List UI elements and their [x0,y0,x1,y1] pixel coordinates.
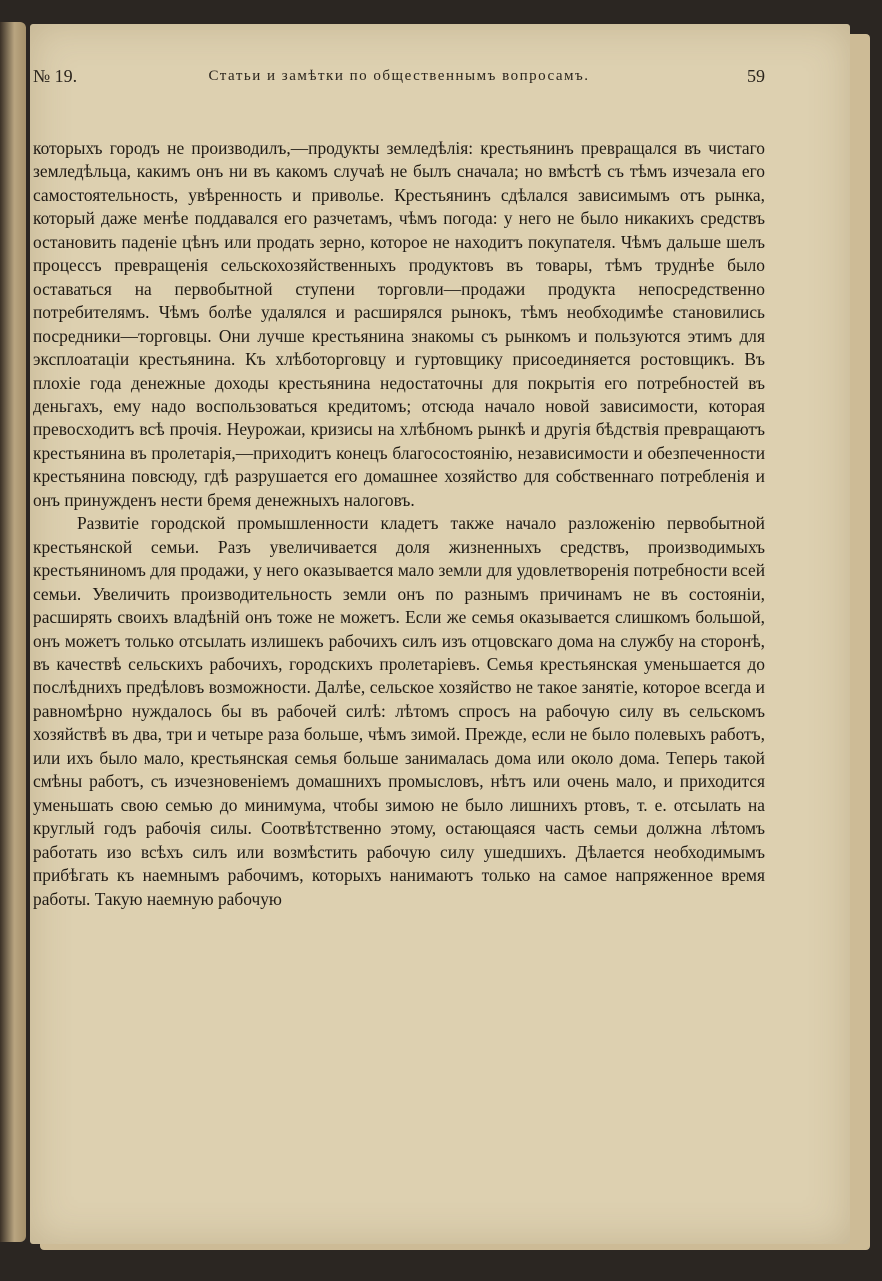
running-header [33,66,765,90]
running-title: Статьи и замѣтки по общественнымъ вопросамъ. [208,68,590,84]
page-body [33,137,765,911]
paragraph-2: Развитіе городской промышленности кладетъ также начало разложенію первобытной крестьянской семьи. Разъ увеличивается доля жизненныхъ средствъ, производимыхъ крестьяниномъ для продажи, у него оказывается мало земли для удовлетворенія потребности всей семьи. Увеличить производительность земли онъ по разнымъ причинамъ не въ состояніи, расширять своихъ владѣній онъ тоже не можетъ. Если же семья оказывается слишкомъ большой, онъ можетъ только отсылать излишекъ рабочихъ силъ изъ отцовскаго дома на службу на сторонѣ, въ качествѣ сельскихъ рабочихъ, городскихъ пролетаріевъ. Семья крестьянская уменьшается до послѣднихъ предѣловъ возможности. Далѣе, сельское хозяйство не такое занятіе, которое всегда и равномѣрно нуждалось бы въ рабочей силѣ: лѣтомъ спросъ на рабочую силу въ сельскомъ хозяйствѣ въ два, три и четыре раза больше, чѣмъ зимой. Прежде, если не было полевыхъ работъ, или ихъ было мало, крестьянская семья больше занималась дома или около дома. Теперь такой смѣны работъ, съ изчезновеніемъ домашнихъ промысловъ, нѣтъ или очень мало, и приходится уменьшать свою семью до минимума, чтобы зимою не было лишнихъ ртовъ, т. е. отсылать на круглый годъ рабочія силы. Соотвѣтственно этому, остающаяся часть семьи должна лѣтомъ работать изо всѣхъ силъ или возмѣстить рабочую силу ушедшихъ. Дѣлается необходимымъ прибѣгать къ наемнымъ рабочимъ, которыхъ нанимаютъ только на самое напряженное время работы. Такую наемную рабочую [33,513,765,909]
issue-number: № 19. [33,66,78,86]
paragraph-1: которыхъ городъ не производилъ,—продукты земледѣлія: крестьянинъ превращался въ чистаго земледѣльца, какимъ онъ ни въ какомъ случаѣ не былъ сначала; но вмѣстѣ съ тѣмъ изчезала его самостоятельность, увѣренность и приволье. Крестьянинъ сдѣлался зависимымъ отъ рынка, который даже менѣе поддавался его разчетамъ, чѣмъ погода: у него не было никакихъ средствъ остановить паденіе цѣнъ или продать зерно, которое не находитъ покупателя. Чѣмъ дальше шелъ процессъ превращенія сельскохозяйственныхъ продуктовъ въ товары, тѣмъ труднѣе было оставаться на первобытной ступени торговли—продажи продукта непосредственно потребителямъ. Чѣмъ болѣе удалялся и расширялся рынокъ, тѣмъ необходимѣе становились посредники—торговцы. Они лучше крестьянина знакомы съ рынкомъ и пользуются этимъ для эксплоатаціи крестьянина. Къ хлѣботорговцу и гуртовщику присоединяется ростовщикъ. Въ плохіе года денежные доходы крестьянина недостаточны для покрытія его потребностей въ деньгахъ, ему надо воспользоваться кредитомъ; отсюда начало новой зависимости, которая превосходитъ всѣ прочія. Неурожаи, кризисы на хлѣбномъ рынкѣ и другія бѣдствія превращаютъ крестьянина въ пролетарія,—приходитъ конецъ благосостоянію, независимости и обезпеченности крестьянина повсюду, гдѣ разрушается его домашнее хозяйство для собственнаго потребленія и онъ принужденъ нести бремя денежныхъ налоговъ. [33,138,765,510]
previous-page-edge [0,22,26,1242]
page-number: 59 [747,66,765,86]
